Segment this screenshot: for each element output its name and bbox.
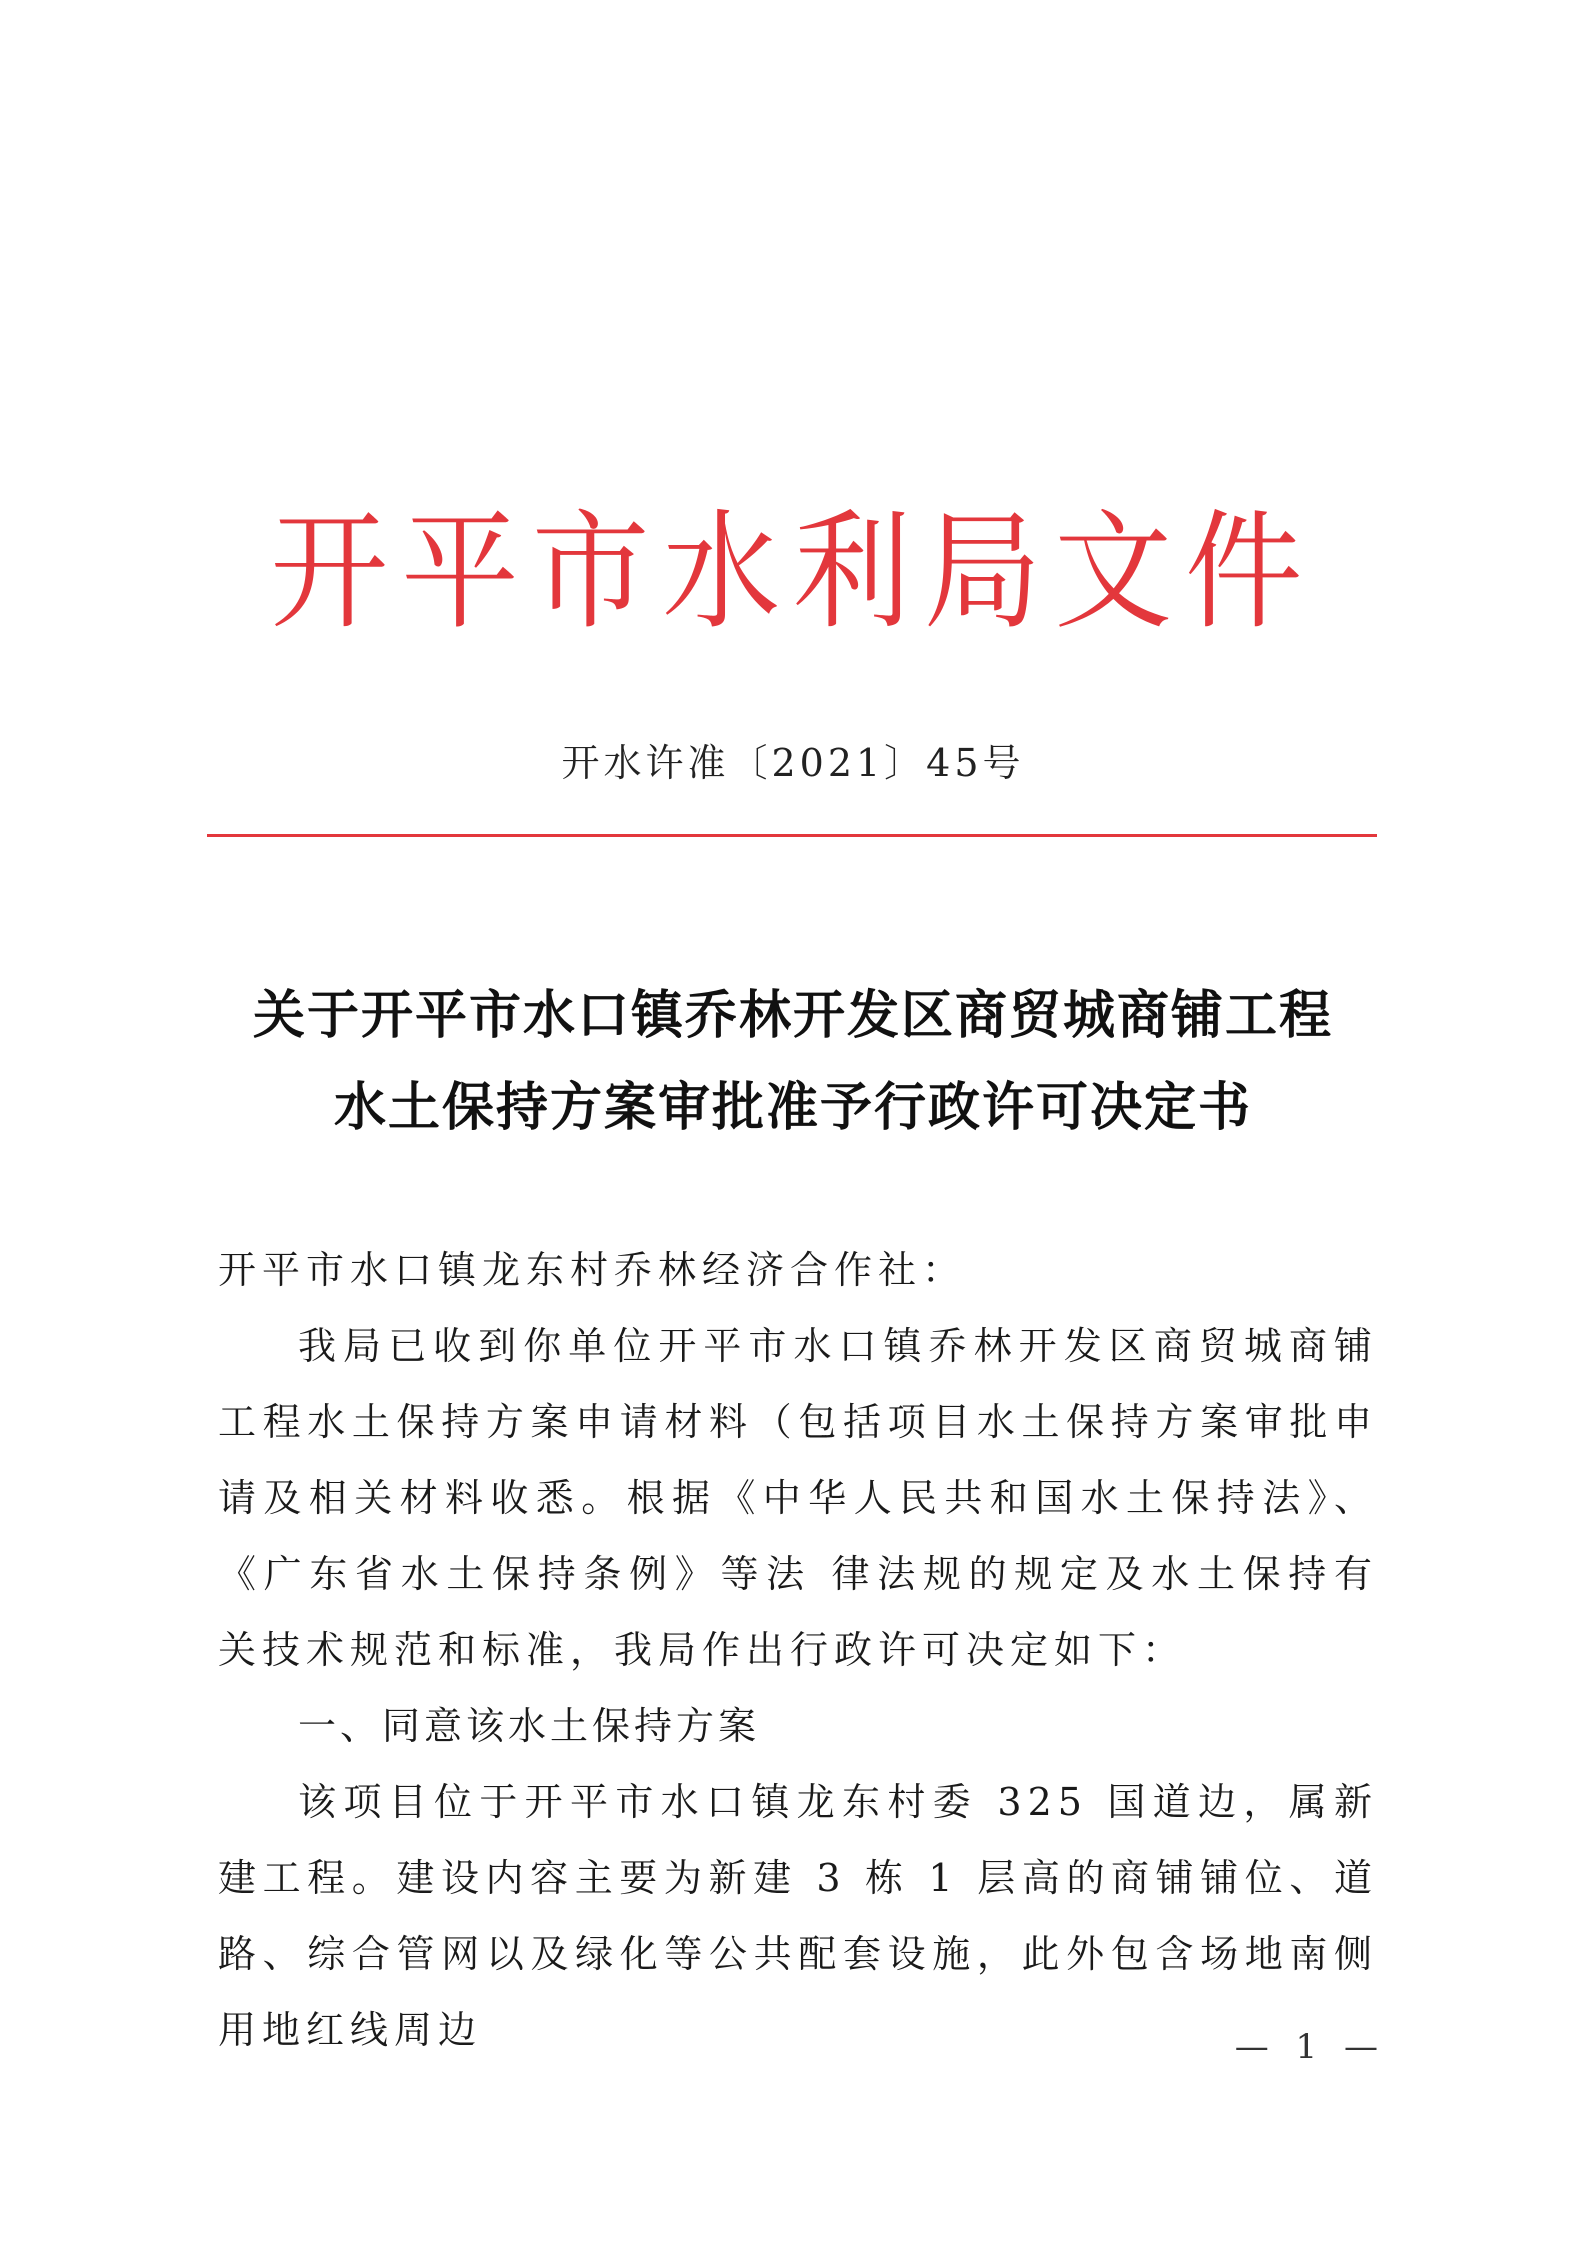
page-number: — 1 —	[1234, 2027, 1386, 2067]
heading-line-2: 水土保持方案审批准予行政许可决定书	[333, 1078, 1252, 1138]
document-heading	[0, 970, 1586, 1154]
paragraph-1: 我局已收到你单位开平市水口镇乔林开发区商贸城商铺工程水土保持方案申请材料（包括项目水土保持方案审批申请及相关材料收悉。根据《中华人民共和国水土保持法》、《广东省水土保持条例》等法 律法规的规定及水土保持有关技术规范和标准，我局作出行政许可决定如下：	[218, 1324, 1378, 1672]
heading-line-1: 关于开平市水口镇乔林开发区商贸城商铺工程	[252, 986, 1333, 1046]
paragraph-2: 该项目位于开平市水口镇龙东村委 325 国道边，属新建工程。建设内容主要为新建 3 栋 1 层高的商铺铺位、道路、综合管网以及绿化等公共配套设施，此外包含场地南侧用地红线周边	[218, 1780, 1378, 2052]
red-divider	[207, 834, 1377, 837]
issuer-title: 开平市水利局文件	[270, 498, 1316, 647]
addressee: 开平市水口镇龙东村乔林经济合作社：	[218, 1248, 967, 1292]
section-1-title: 一、同意该水土保持方案	[298, 1704, 761, 1748]
document-number: 开水许准〔2021〕45号	[561, 741, 1025, 785]
